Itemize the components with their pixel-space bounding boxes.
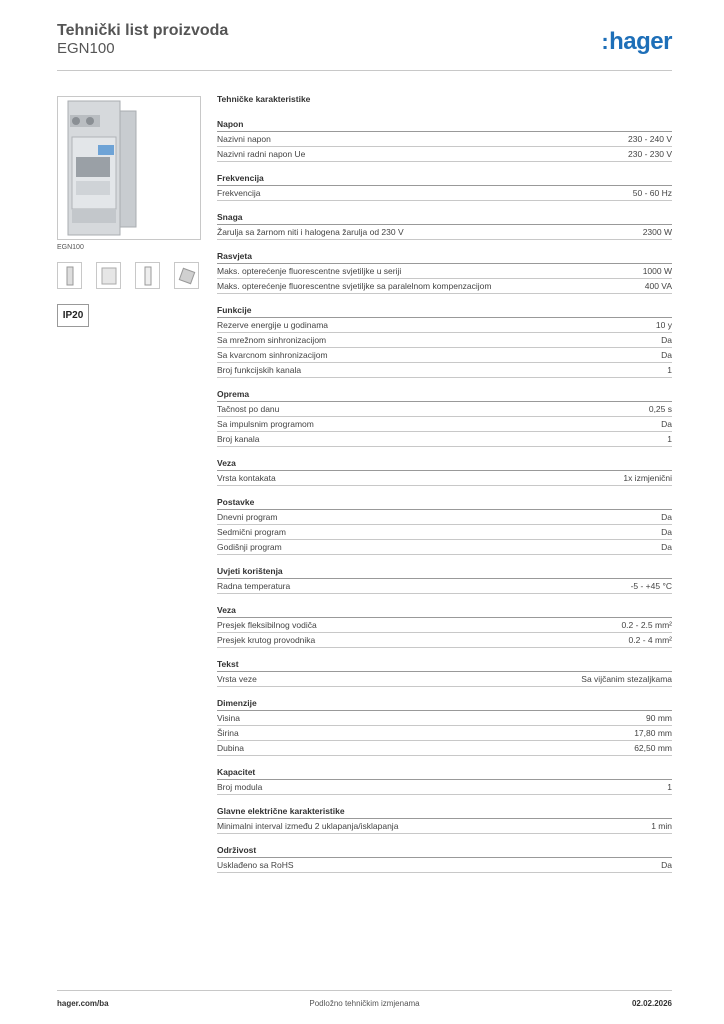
section-title: Napon xyxy=(217,118,672,132)
spec-row xyxy=(217,579,672,594)
spec-section xyxy=(217,496,672,555)
product-code: EGN100 xyxy=(57,40,115,57)
spec-value: 0,25 s xyxy=(648,404,672,414)
spec-row xyxy=(217,147,672,162)
spec-label: Dubina xyxy=(217,743,244,753)
page-header xyxy=(57,20,672,71)
spec-heading: Tehničke karakteristike xyxy=(217,94,311,104)
spec-row xyxy=(217,618,672,633)
spec-section xyxy=(217,211,672,240)
spec-label: Maks. opterećenje fluorescentne svjetiljke sa paralelnom kompenzacijom xyxy=(217,281,492,291)
spec-row xyxy=(217,318,672,333)
section-title: Tekst xyxy=(217,658,672,672)
spec-label: Broj kanala xyxy=(217,434,260,444)
section-title: Veza xyxy=(217,457,672,471)
spec-value: 90 mm xyxy=(646,713,672,723)
spec-label: Nazivni napon xyxy=(217,134,271,144)
spec-label: Godišnji program xyxy=(217,542,282,552)
spec-label: Vrsta veze xyxy=(217,674,257,684)
spec-section xyxy=(217,805,672,834)
ip-rating-badge: IP20 xyxy=(57,304,89,327)
spec-label: Radna temperatura xyxy=(217,581,291,591)
spec-section xyxy=(217,844,672,873)
spec-row xyxy=(217,819,672,834)
section-title: Rasvjeta xyxy=(217,250,672,264)
spec-value: 230 - 240 V xyxy=(628,134,672,144)
section-title: Uvjeti korištenja xyxy=(217,565,672,579)
spec-row xyxy=(217,510,672,525)
footer-website[interactable]: hager.com/ba xyxy=(57,999,109,1008)
spec-value: Da xyxy=(661,542,672,552)
spec-row xyxy=(217,186,672,201)
spec-section xyxy=(217,304,672,378)
spec-table xyxy=(217,94,672,873)
spec-label: Žarulja sa žarnom niti i halogena žarulja od 230 V xyxy=(217,227,404,237)
spec-row xyxy=(217,432,672,447)
thumbnail-side[interactable] xyxy=(96,262,121,289)
spec-value: 230 - 230 V xyxy=(628,149,672,159)
spec-row xyxy=(217,333,672,348)
spec-label: Frekvencija xyxy=(217,188,261,198)
spec-section xyxy=(217,565,672,594)
spec-row xyxy=(217,858,672,873)
spec-row xyxy=(217,780,672,795)
spec-label: Sa impulsnim programom xyxy=(217,419,314,429)
spec-section xyxy=(217,457,672,486)
spec-row xyxy=(217,264,672,279)
section-title: Veza xyxy=(217,604,672,618)
spec-label: Vrsta kontakata xyxy=(217,473,276,483)
spec-row xyxy=(217,726,672,741)
spec-row xyxy=(217,672,672,687)
spec-value: Da xyxy=(661,860,672,870)
section-title: Održivost xyxy=(217,844,672,858)
thumbnail-strip xyxy=(57,262,199,289)
spec-section xyxy=(217,172,672,201)
spec-value: 0.2 - 2.5 mm² xyxy=(621,620,672,630)
spec-value: 1 min xyxy=(651,821,672,831)
page-footer xyxy=(57,990,672,1015)
spec-value: 1x izmjenični xyxy=(623,473,672,483)
spec-label: Dnevni program xyxy=(217,512,278,522)
spec-label: Broj funkcijskih kanala xyxy=(217,365,302,375)
spec-label: Broj modula xyxy=(217,782,263,792)
spec-value: 17,80 mm xyxy=(634,728,672,738)
spec-label: Sedmični program xyxy=(217,527,286,537)
spec-label: Nazivni radni napon Ue xyxy=(217,149,306,159)
spec-value: Sa vijčanim stezaljkama xyxy=(581,674,672,684)
section-title: Postavke xyxy=(217,496,672,510)
spec-label: Sa mrežnom sinhronizacijom xyxy=(217,335,327,345)
spec-section xyxy=(217,766,672,795)
spec-value: Da xyxy=(661,350,672,360)
spec-row xyxy=(217,633,672,648)
spec-row xyxy=(217,471,672,486)
spec-value: 1 xyxy=(667,365,672,375)
spec-section xyxy=(217,250,672,294)
spec-section xyxy=(217,388,672,447)
spec-row xyxy=(217,525,672,540)
spec-value: 400 VA xyxy=(644,281,672,291)
spec-value: Da xyxy=(661,527,672,537)
section-title: Oprema xyxy=(217,388,672,402)
spec-value: 1000 W xyxy=(642,266,672,276)
spec-value: 62,50 mm xyxy=(634,743,672,753)
spec-label: Tačnost po danu xyxy=(217,404,280,414)
spec-value: 50 - 60 Hz xyxy=(632,188,672,198)
spec-value: 0.2 - 4 mm² xyxy=(628,635,672,645)
spec-label: Maks. opterećenje fluorescentne svjetiljke u seriji xyxy=(217,266,402,276)
spec-value: 10 y xyxy=(655,320,672,330)
hager-logo: :hager xyxy=(601,28,672,55)
image-caption: EGN100 xyxy=(57,244,84,251)
spec-value: Da xyxy=(661,335,672,345)
spec-value: 2300 W xyxy=(642,227,672,237)
spec-row xyxy=(217,363,672,378)
footer-date: 02.02.2026 xyxy=(631,999,672,1008)
spec-row xyxy=(217,741,672,756)
spec-section xyxy=(217,604,672,648)
section-title: Frekvencija xyxy=(217,172,672,186)
spec-row xyxy=(217,540,672,555)
footer-note: Podložno tehničkim izmjenama xyxy=(309,999,420,1008)
spec-section xyxy=(217,658,672,687)
thumbnail-back[interactable] xyxy=(135,262,160,289)
spec-value: 1 xyxy=(667,782,672,792)
section-title: Snaga xyxy=(217,211,672,225)
spec-row xyxy=(217,132,672,147)
section-title: Dimenzije xyxy=(217,697,672,711)
spec-row xyxy=(217,711,672,726)
spec-row xyxy=(217,348,672,363)
spec-label: Rezerve energije u godinama xyxy=(217,320,329,330)
spec-section xyxy=(217,118,672,162)
spec-row xyxy=(217,225,672,240)
spec-row xyxy=(217,402,672,417)
thumbnail-front[interactable] xyxy=(57,262,82,289)
spec-row xyxy=(217,279,672,294)
spec-row xyxy=(217,417,672,432)
spec-label: Sa kvarcnom sinhronizacijom xyxy=(217,350,328,360)
spec-value: Da xyxy=(661,419,672,429)
logo-text: hager xyxy=(609,28,672,55)
product-image xyxy=(57,96,201,240)
page-title: Tehnički list proizvoda xyxy=(57,22,229,39)
thumbnail-angle[interactable] xyxy=(174,262,199,289)
spec-value: -5 - +45 °C xyxy=(630,581,672,591)
spec-section xyxy=(217,697,672,756)
spec-label: Širina xyxy=(217,728,239,738)
spec-label: Presjek krutog provodnika xyxy=(217,635,316,645)
section-title: Glavne električne karakteristike xyxy=(217,805,672,819)
spec-label: Visina xyxy=(217,713,240,723)
spec-value: Da xyxy=(661,512,672,522)
spec-label: Presjek fleksibilnog vodiča xyxy=(217,620,317,630)
section-title: Kapacitet xyxy=(217,766,672,780)
spec-label: Minimalni interval između 2 uklapanja/isklapanja xyxy=(217,821,399,831)
spec-label: Usklađeno sa RoHS xyxy=(217,860,294,870)
section-title: Funkcije xyxy=(217,304,672,318)
spec-value: 1 xyxy=(667,434,672,444)
